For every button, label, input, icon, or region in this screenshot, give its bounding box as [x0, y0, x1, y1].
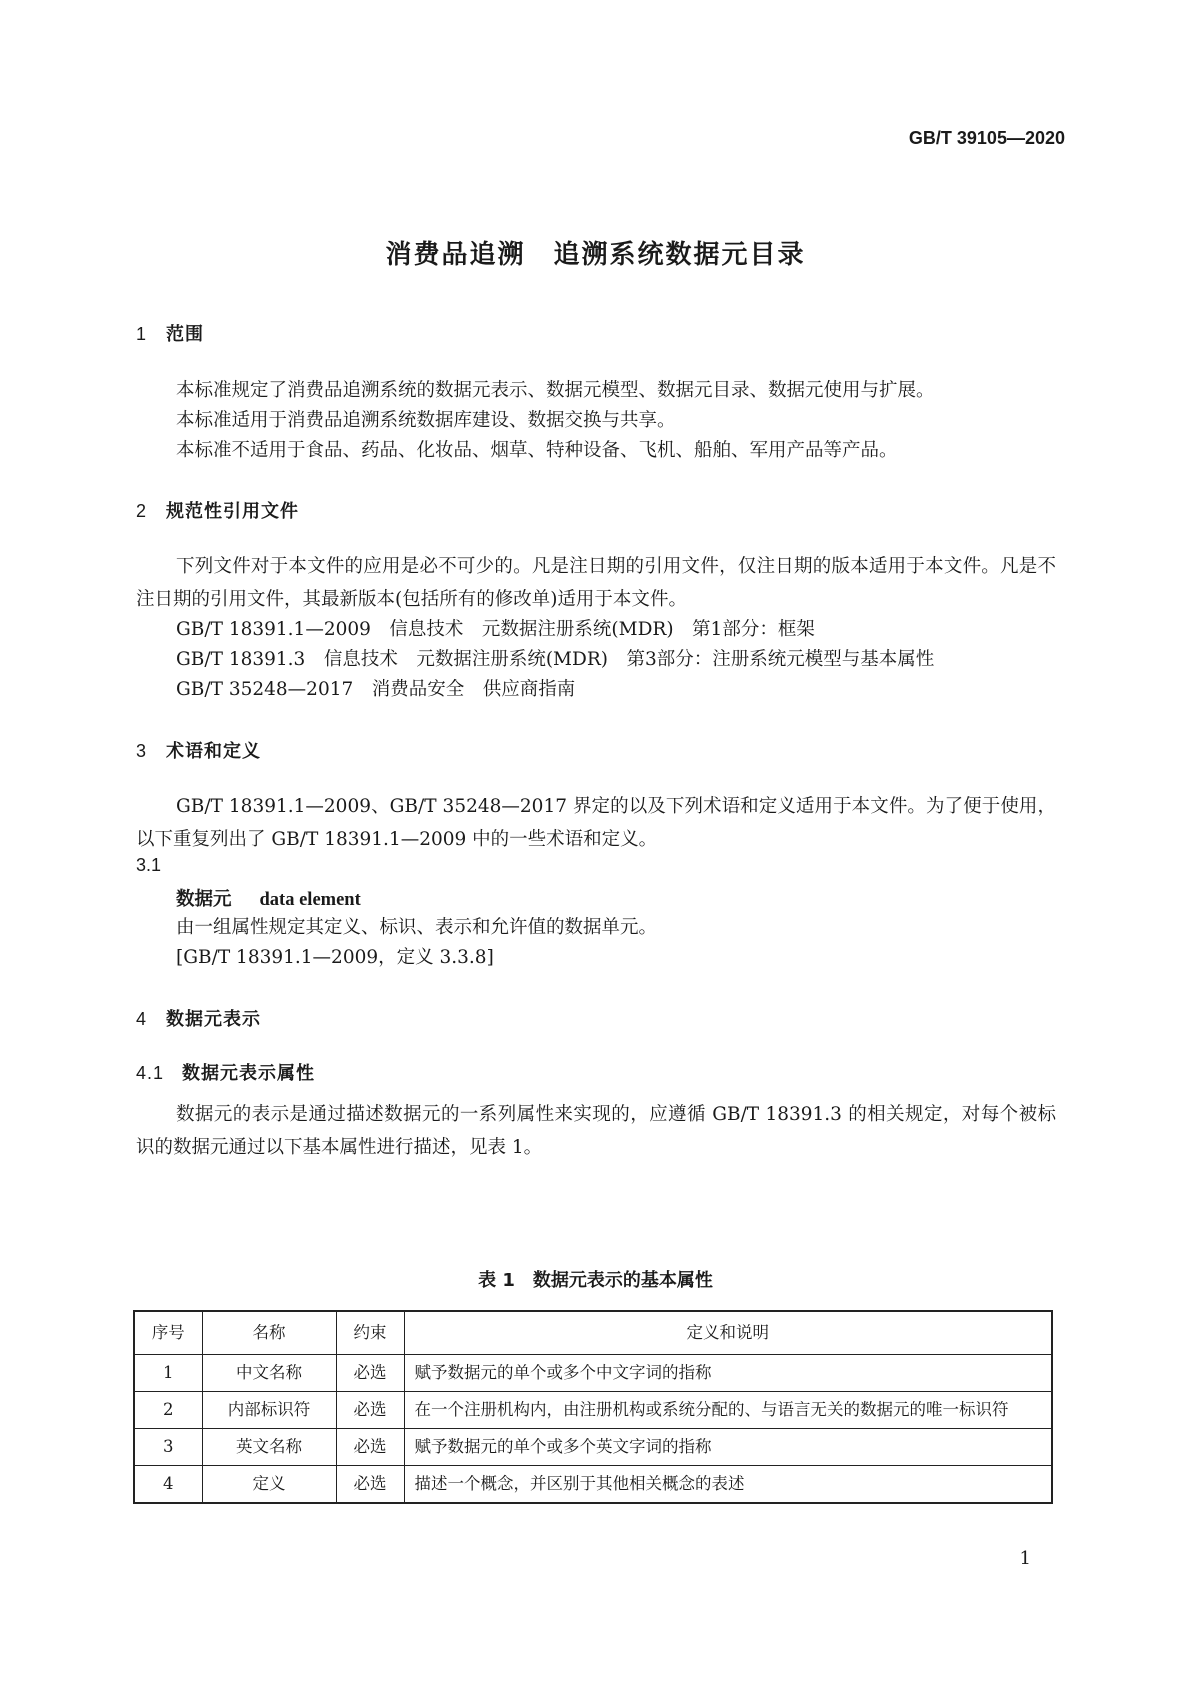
- table-row: [134, 1466, 1052, 1504]
- table-row: [134, 1429, 1052, 1466]
- cell-seq: 4: [134, 1466, 202, 1504]
- cell-seq: 2: [134, 1392, 202, 1429]
- section-number: 3: [136, 741, 148, 761]
- section-title: 术语和定义: [166, 741, 261, 762]
- section-title: 数据元表示: [166, 1009, 261, 1030]
- table-row: [134, 1392, 1052, 1429]
- section-number: 2: [136, 501, 148, 521]
- section-3-heading: [136, 737, 261, 763]
- cell-name: 定义: [202, 1466, 336, 1504]
- table-row: [134, 1355, 1052, 1392]
- term-definition: 由一组属性规定其定义、标识、表示和允许值的数据单元。: [176, 917, 658, 938]
- cell-definition: 描述一个概念，并区别于其他相关概念的表述: [404, 1466, 1052, 1504]
- term-chinese: 数据元: [176, 889, 232, 910]
- document-code: GB/T 39105—2020: [908, 128, 1065, 148]
- section-number: 4: [136, 1009, 148, 1029]
- section-1-heading: [136, 320, 204, 346]
- term-number: 3.1: [136, 855, 162, 875]
- paragraph: 本标准规定了消费品追溯系统的数据元表示、数据元模型、数据元目录、数据元使用与扩展。: [176, 380, 935, 401]
- paragraph: 数据元的表示是通过描述数据元的一系列属性来实现的，应遵循 GB/T 18391.3 的相关规定，对每个被标识的数据元通过以下基本属性进行描述，见表 1。: [136, 1104, 1056, 1158]
- header-cell: 序号: [134, 1311, 202, 1355]
- term-entry: [176, 885, 361, 911]
- section-title: 规范性引用文件: [166, 501, 299, 522]
- table-caption: 表 1 数据元表示的基本属性: [478, 1270, 713, 1291]
- cell-constraint: 必选: [336, 1466, 404, 1504]
- subsection-title: 数据元表示属性: [182, 1063, 315, 1084]
- paragraph: GB/T 18391.1—2009、GB/T 35248—2017 界定的以及下列术语和定义适用于本文件。为了便于使用，以下重复列出了 GB/T 18391.1—2009 中的一些术语和定义。: [136, 796, 1056, 850]
- cell-name: 内部标识符: [202, 1392, 336, 1429]
- header-cell: 定义和说明: [404, 1311, 1052, 1355]
- cell-name: 中文名称: [202, 1355, 336, 1392]
- cell-definition: 赋予数据元的单个或多个中文字词的指称: [404, 1355, 1052, 1392]
- cell-constraint: 必选: [336, 1355, 404, 1392]
- cell-constraint: 必选: [336, 1392, 404, 1429]
- attributes-table: [133, 1310, 1053, 1504]
- paragraph: 下列文件对于本文件的应用是必不可少的。凡是注日期的引用文件，仅注日期的版本适用于本文件。凡是不注日期的引用文件，其最新版本(包括所有的修改单)适用于本文件。: [136, 556, 1056, 610]
- cell-definition: 赋予数据元的单个或多个英文字词的指称: [404, 1429, 1052, 1466]
- section-4-heading: [136, 1005, 261, 1031]
- header-cell: 约束: [336, 1311, 404, 1355]
- term-source: [GB/T 18391.1—2009，定义 3.3.8]: [176, 947, 494, 968]
- paragraph: 本标准不适用于食品、药品、化妆品、烟草、特种设备、飞机、船舶、军用产品等产品。: [176, 440, 898, 461]
- cell-constraint: 必选: [336, 1429, 404, 1466]
- subsection-4-1-heading: [136, 1059, 315, 1085]
- table-header-row: [134, 1311, 1052, 1355]
- reference-item: GB/T 18391.3 信息技术 元数据注册系统(MDR) 第3部分：注册系统元模型与基本属性: [176, 649, 935, 670]
- cell-definition: 在一个注册机构内，由注册机构或系统分配的、与语言无关的数据元的唯一标识符: [404, 1392, 1052, 1429]
- page-number: 1: [1019, 1548, 1031, 1569]
- section-number: 1: [136, 324, 148, 344]
- reference-item: GB/T 35248—2017 消费品安全 供应商指南: [176, 679, 576, 700]
- header-cell: 名称: [202, 1311, 336, 1355]
- section-2-heading: [136, 497, 299, 523]
- reference-item: GB/T 18391.1—2009 信息技术 元数据注册系统(MDR) 第1部分：框架: [176, 619, 815, 640]
- subsection-number: 4.1: [136, 1063, 165, 1083]
- term-english: data element: [259, 890, 361, 910]
- paragraph: 本标准适用于消费品追溯系统数据库建设、数据交换与共享。: [176, 410, 676, 431]
- cell-seq: 1: [134, 1355, 202, 1392]
- section-title: 范围: [166, 324, 204, 345]
- cell-seq: 3: [134, 1429, 202, 1466]
- document-title: 消费品追溯 追溯系统数据元目录: [385, 240, 806, 270]
- cell-name: 英文名称: [202, 1429, 336, 1466]
